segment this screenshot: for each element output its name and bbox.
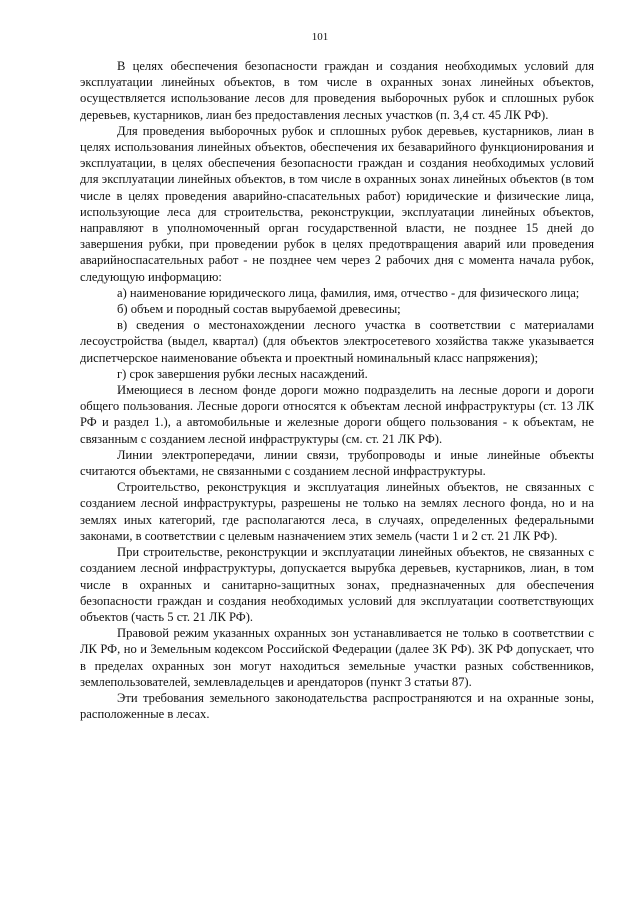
- paragraph-linear-objects: Линии электропередачи, линии связи, трубопроводы и иные линейные объекты считаются объектами, не связанными с созданием лесной инфраструктуры.: [80, 447, 594, 479]
- paragraph-forest-roads: Имеющиеся в лесном фонде дороги можно подразделить на лесные дороги и дороги общего пользования. Лесные дороги относятся к объектам лесной инфраструктуры (ст. 13 ЛК РФ и раздел 1.), а автомобильные и железные дороги общего пользования - к объектам, не связанным с созданием лесной инфраструктуры (см. ст. 21 ЛК РФ).: [80, 383, 594, 446]
- list-item-g: г) срок завершения рубки лесных насаждений.: [117, 366, 368, 381]
- page-number: 101: [311, 31, 329, 43]
- paragraph-legal-regime: Правовой режим указанных охранных зон устанавливается не только в соответствии с ЛК РФ, но и Земельным кодексом Российской Федерации (далее ЗК РФ). ЗК РФ допускает, что в пределах охранных зон могут находиться земельные участки разных собственников, землепользователей, землевладельцев и арендаторов (пункт 3 статьи 87).: [80, 626, 594, 689]
- list-item-v: в) сведения о местонахождении лесного участка в соответствии с материалами лесоустройства (выдел, квартал) (для объектов электросетевого хозяйства также указывается диспетчерское наименование объекта и проектный номинальный класс напряжения);: [80, 318, 594, 365]
- paragraph-land-law: Эти требования земельного законодательства распространяются и на охранные зоны, расположенные в лесах.: [80, 690, 594, 722]
- paragraph-construction: Строительство, реконструкция и эксплуатация линейных объектов, не связанных с созданием лесной инфраструктуры, разрешены не только на землях лесного фонда, но и на землях иных категорий, где располагаются леса, в случаях, определенных федеральными законами, в соответствии с целевым назначением этих земель (части 1 и 2 ст. 21 ЛК РФ).: [80, 480, 594, 543]
- document-body: [80, 58, 594, 722]
- paragraph-clearing: При строительстве, реконструкции и эксплуатации линейных объектов, не связанных с созданием лесной инфраструктуры, допускается вырубка деревьев, кустарников, лиан, в том числе в охранных и санитарно-защитных зонах, предназначенных для обеспечения безопасности граждан и создания необходимых условий для эксплуатации соответствующих объектов (часть 5 ст. 21 ЛК РФ).: [80, 545, 594, 624]
- paragraph-felling-requirements: Для проведения выборочных рубок и сплошных рубок деревьев, кустарников, лиан в целях использования линейных объектов, обеспечения их безаварийного функционирования и эксплуатации, в целях обеспечения безопасности граждан и создания необходимых условий для эксплуатации линейных объектов, в том числе в охранных зонах линейных объектов (в том числе в целях проведения аварийно-спасательных работ) юридические и физические лица, использующие леса для строительства, реконструкции, эксплуатации линейных объектов, направляют в уполномоченный орган государственной власти, не позднее 15 дней до завершения рубки, при проведении рубок в целях предотвращения аварий или проведения аварийноспасательных работ - не позднее чем через 2 рабочих дня с момента начала рубок, следующую информацию:: [80, 123, 594, 284]
- paragraph-intro-safety: В целях обеспечения безопасности граждан и создания необходимых условий для эксплуатации линейных объектов, в том числе в охранных зонах линейных объектов, осуществляется использование лесов для проведения выборочных рубок и сплошных рубок деревьев, кустарников, лиан без предоставления лесных участков (п. 3,4 ст. 45 ЛК РФ).: [80, 59, 594, 122]
- list-item-a: а) наименование юридического лица, фамилия, имя, отчество - для физического лица;: [117, 285, 580, 300]
- list-item-b: б) объем и породный состав вырубаемой древесины;: [117, 302, 401, 317]
